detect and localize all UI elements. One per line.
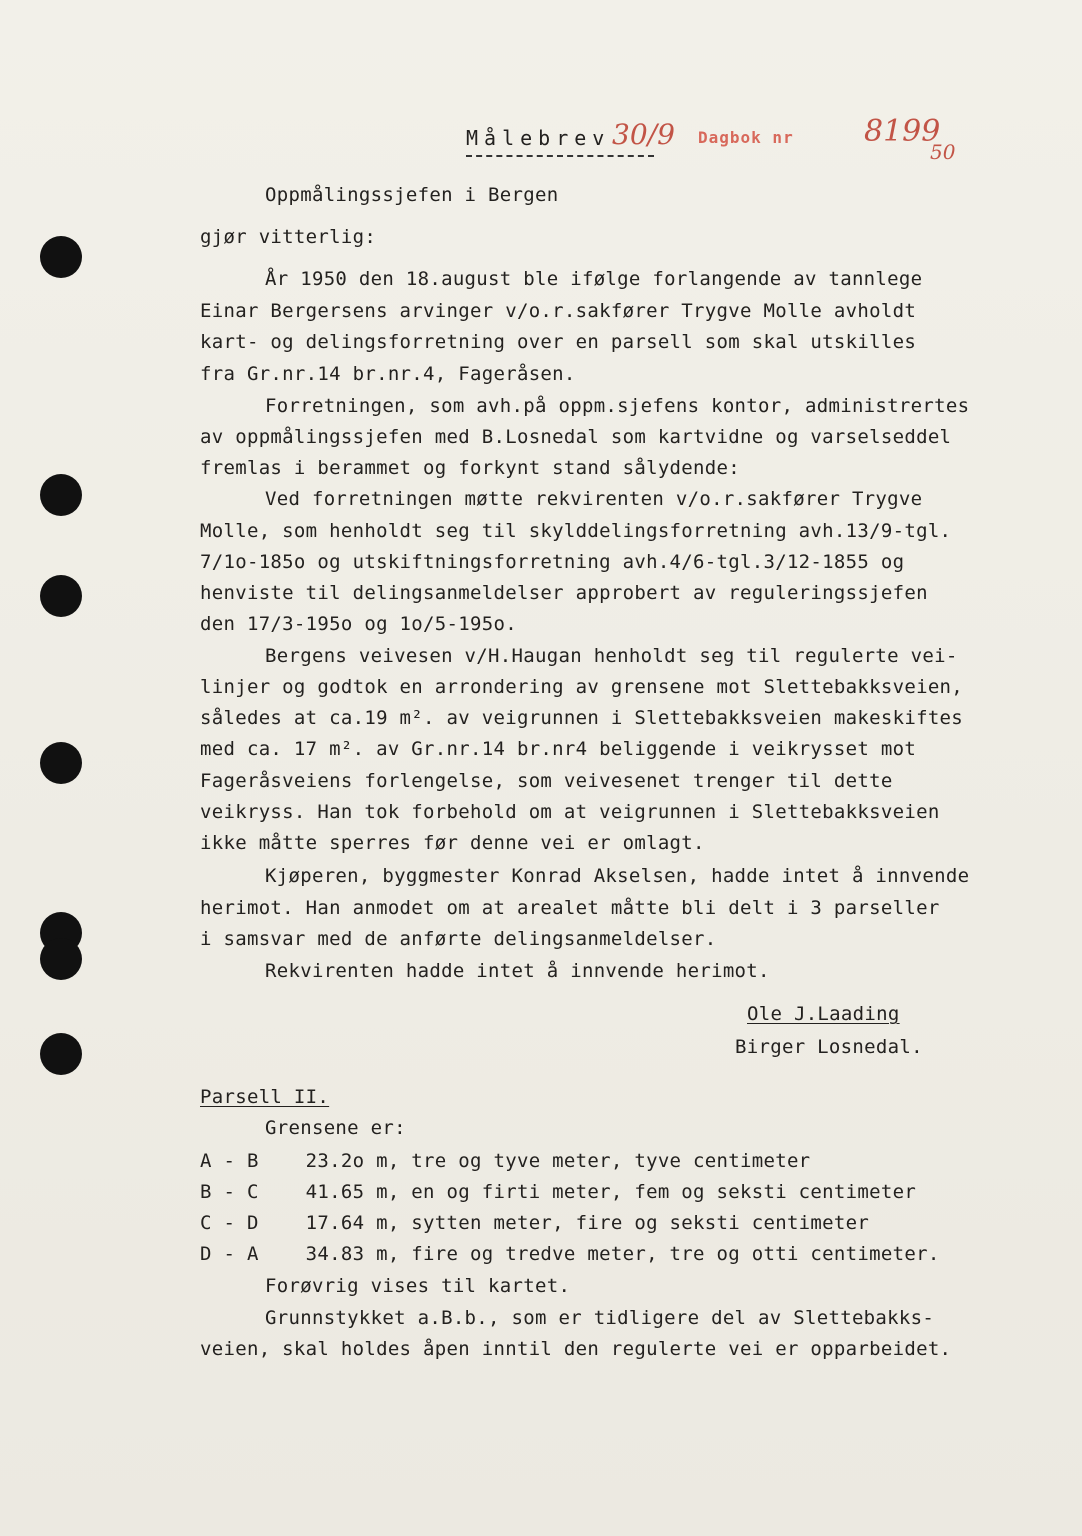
text-line: Bergens veivesen v/H.Haugan henholdt seg til regulerte vei- — [265, 645, 958, 667]
signature-laading: Ole J.Laading — [747, 1003, 900, 1025]
boundary-row: D - A 34.83 m, fire og tredve meter, tre og otti centimeter. — [200, 1243, 940, 1265]
boundary-row: A - B 23.2o m, tre og tyve meter, tyve centimeter — [200, 1150, 811, 1172]
punch-hole — [40, 1033, 82, 1075]
text-line: henviste til delingsanmeldelser approbert av reguleringssjefen — [200, 582, 928, 604]
text-line: veikryss. Han tok forbehold om at veigrunnen i Slettebakksveien — [200, 801, 940, 823]
text-line: med ca. 17 m². av Gr.nr.14 br.nr4 beliggende i veikrysset mot — [200, 738, 917, 760]
parsell-heading: Parsell II. — [200, 1086, 330, 1108]
punch-hole — [40, 938, 82, 980]
punch-hole — [40, 236, 82, 278]
text-line: Rekvirenten hadde intet å innvende herimot. — [265, 960, 770, 982]
punch-hole — [40, 742, 82, 784]
parsell-intro: Grensene er: — [265, 1117, 406, 1139]
text-line: gjør vitterlig: — [200, 226, 377, 248]
boundary-row: B - C 41.65 m, en og firti meter, fem og seksti centimeter — [200, 1181, 917, 1203]
text-line: Forøvrig vises til kartet. — [265, 1275, 571, 1297]
text-line: den 17/3-195o og 1o/5-195o. — [200, 613, 517, 635]
text-line: 7/1o-185o og utskiftningsforretning avh.4/6-tgl.3/12-1855 og — [200, 551, 905, 573]
signature-losnedal: Birger Losnedal. — [735, 1036, 923, 1058]
stamp-year: 50 — [930, 140, 956, 164]
issuer-line: Oppmålingssjefen i Bergen — [265, 184, 559, 206]
text-line: linjer og godtok en arrondering av grensene mot Slettebakksveien, — [200, 676, 964, 698]
stamp-label: Dagbok nr — [698, 128, 794, 147]
registry-stamp — [612, 114, 972, 166]
text-line: Kjøperen, byggmester Konrad Akselsen, hadde intet å innvende — [265, 865, 970, 887]
text-line: Ved forretningen møtte rekvirenten v/o.r.sakfører Trygve — [265, 488, 923, 510]
text-line: Einar Bergersens arvinger v/o.r.sakfører Trygve Molle avholdt — [200, 300, 917, 322]
boundary-row: C - D 17.64 m, sytten meter, fire og seksti centimeter — [200, 1212, 870, 1234]
text-line: Grunnstykket a.B.b., som er tidligere del av Slettebakks- — [265, 1307, 935, 1329]
text-line: Forretningen, som avh.på oppm.sjefens kontor, administrertes — [265, 395, 970, 417]
text-line: i samsvar med de anførte delingsanmeldelser. — [200, 928, 717, 950]
text-line: veien, skal holdes åpen inntil den regulerte vei er opparbeidet. — [200, 1338, 952, 1360]
stamp-handwritten-date: 30/9 — [612, 118, 675, 151]
text-line: fremlas i berammet og forkynt stand sålydende: — [200, 457, 740, 479]
document-title: Målebrev — [466, 126, 611, 150]
text-line: således at ca.19 m². av veigrunnen i Slettebakksveien makeskiftes — [200, 707, 964, 729]
text-line: Fageråsveiens forlengelse, som veivesenet trenger til dette — [200, 770, 893, 792]
text-line: Molle, som henholdt seg til skylddelingsforretning avh.13/9-tgl. — [200, 520, 952, 542]
text-line: fra Gr.nr.14 br.nr.4, Fageråsen. — [200, 363, 576, 385]
text-line: av oppmålingssjefen med B.Losnedal som kartvidne og varselseddel — [200, 426, 952, 448]
text-line: herimot. Han anmodet om at arealet måtte bli delt i 3 parseller — [200, 897, 940, 919]
punch-hole — [40, 474, 82, 516]
text-line: ikke måtte sperres før denne vei er omlagt. — [200, 832, 705, 854]
punch-hole — [40, 575, 82, 617]
text-line: kart- og delingsforretning over en parsell som skal utskilles — [200, 331, 917, 353]
stamp-number: 8199 — [864, 114, 941, 149]
text-line: År 1950 den 18.august ble ifølge forlangende av tannlege — [265, 268, 923, 290]
